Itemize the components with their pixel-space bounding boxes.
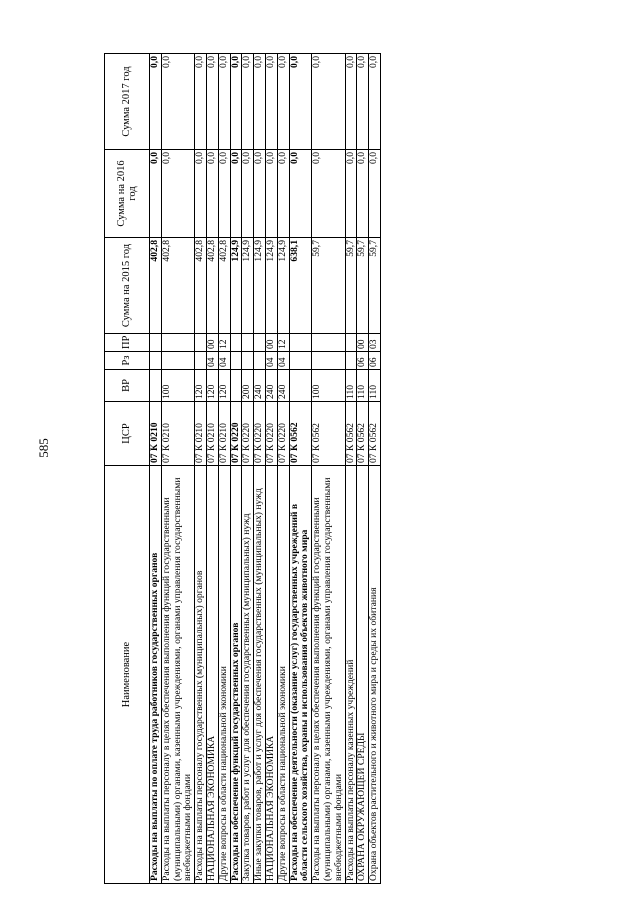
cell-sum-2016: 0,0 <box>357 150 369 238</box>
cell-rz <box>289 352 312 370</box>
table-row <box>277 54 289 884</box>
header-csr: ЦСР <box>105 402 150 466</box>
header-rz: Рз <box>105 352 150 370</box>
cell-name: Охрана объектов растительного и животного мира и среды их обитания <box>369 466 381 884</box>
table-row <box>265 54 277 884</box>
cell-name: Расходы на обеспечение функций государственных органов <box>230 466 242 884</box>
cell-pr <box>312 334 345 352</box>
cell-rz <box>242 352 254 370</box>
cell-pr <box>254 334 266 352</box>
cell-name: ОХРАНА ОКРУЖАЮЩЕЙ СРЕДЫ <box>357 466 369 884</box>
header-pr: ПР <box>105 334 150 352</box>
cell-sum-2015: 402,8 <box>195 238 207 334</box>
cell-rz <box>150 352 162 370</box>
cell-name: Расходы на выплаты по оплате труда работников государственных органов <box>150 466 162 884</box>
cell-rz: 04 <box>218 352 230 370</box>
cell-rz <box>312 352 345 370</box>
table-row <box>218 54 230 884</box>
cell-csr: 07 К 0210 <box>150 402 162 466</box>
cell-name: НАЦИОНАЛЬНАЯ ЭКОНОМИКА <box>265 466 277 884</box>
cell-sum-2016: 0,0 <box>242 150 254 238</box>
cell-rz <box>161 352 194 370</box>
cell-sum-2016: 0,0 <box>265 150 277 238</box>
table-header-row <box>105 54 150 884</box>
cell-sum-2016: 0,0 <box>150 150 162 238</box>
cell-sum-2016: 0,0 <box>195 150 207 238</box>
cell-sum-2015: 59,7 <box>345 238 357 334</box>
page-number: 585 <box>36 438 51 458</box>
cell-csr: 07 К 0210 <box>218 402 230 466</box>
cell-sum-2017: 0,0 <box>254 54 266 150</box>
cell-vr: 240 <box>277 370 289 402</box>
cell-sum-2017: 0,0 <box>150 54 162 150</box>
cell-sum-2016: 0,0 <box>230 150 242 238</box>
cell-vr: 200 <box>242 370 254 402</box>
cell-vr: 100 <box>312 370 345 402</box>
cell-rz <box>345 352 357 370</box>
cell-csr: 07 К 0562 <box>357 402 369 466</box>
cell-vr: 120 <box>195 370 207 402</box>
cell-sum-2015: 402,8 <box>218 238 230 334</box>
table-body <box>150 54 381 884</box>
cell-sum-2017: 0,0 <box>230 54 242 150</box>
cell-pr <box>242 334 254 352</box>
cell-sum-2017: 0,0 <box>218 54 230 150</box>
cell-vr: 110 <box>345 370 357 402</box>
cell-pr <box>345 334 357 352</box>
cell-csr: 07 К 0562 <box>312 402 345 466</box>
cell-name: Другие вопросы в области национальной экономики <box>277 466 289 884</box>
cell-rz <box>230 352 242 370</box>
table-row <box>230 54 242 884</box>
cell-sum-2015: 59,7 <box>357 238 369 334</box>
cell-pr: 00 <box>206 334 218 352</box>
table-row <box>254 54 266 884</box>
cell-vr: 110 <box>357 370 369 402</box>
table-row <box>369 54 381 884</box>
cell-sum-2015: 124,9 <box>277 238 289 334</box>
cell-sum-2016: 0,0 <box>218 150 230 238</box>
table-row <box>242 54 254 884</box>
cell-sum-2017: 0,0 <box>312 54 345 150</box>
cell-sum-2017: 0,0 <box>277 54 289 150</box>
table-row <box>206 54 218 884</box>
cell-sum-2017: 0,0 <box>369 54 381 150</box>
cell-sum-2017: 0,0 <box>206 54 218 150</box>
cell-csr: 07 К 0562 <box>345 402 357 466</box>
cell-sum-2016: 0,0 <box>277 150 289 238</box>
cell-vr: 240 <box>265 370 277 402</box>
table-row <box>161 54 194 884</box>
cell-vr: 120 <box>206 370 218 402</box>
cell-csr: 07 К 0220 <box>254 402 266 466</box>
cell-sum-2016: 0,0 <box>206 150 218 238</box>
cell-sum-2016: 0,0 <box>289 150 312 238</box>
cell-name: Расходы на выплаты персоналу в целях обеспечения выполнения функций государственными (муниципальными) органами, казенными учреждениями, органами управления государственными внебюджетными фондами <box>312 466 345 884</box>
cell-name: Иные закупки товаров, работ и услуг для обеспечения государственных (муниципальных) нужд <box>254 466 266 884</box>
cell-pr: 03 <box>369 334 381 352</box>
cell-sum-2016: 0,0 <box>161 150 194 238</box>
cell-sum-2015: 59,7 <box>369 238 381 334</box>
cell-sum-2015: 402,8 <box>150 238 162 334</box>
cell-pr: 12 <box>218 334 230 352</box>
cell-name: НАЦИОНАЛЬНАЯ ЭКОНОМИКА <box>206 466 218 884</box>
cell-rz <box>254 352 266 370</box>
cell-csr: 07 К 0562 <box>289 402 312 466</box>
cell-vr <box>150 370 162 402</box>
cell-pr: 00 <box>265 334 277 352</box>
cell-csr: 07 К 0562 <box>369 402 381 466</box>
cell-name: Расходы на обеспечение деятельности (оказание услуг) государственных учреждений в области сельского хозяйства, охраны и использования объектов животного мира <box>289 466 312 884</box>
cell-rz: 06 <box>369 352 381 370</box>
table-row <box>357 54 369 884</box>
cell-vr: 120 <box>218 370 230 402</box>
cell-name: Расходы на выплаты персоналу в целях обеспечения выполнения функций государственными (муниципальными) органами, казенными учреждениями, органами управления государственными внебюджетными фондами <box>161 466 194 884</box>
cell-sum-2015: 124,9 <box>265 238 277 334</box>
cell-sum-2016: 0,0 <box>345 150 357 238</box>
cell-vr <box>230 370 242 402</box>
cell-pr <box>161 334 194 352</box>
cell-name: Расходы на выплаты персоналу казенных учреждений <box>345 466 357 884</box>
cell-csr: 07 К 0220 <box>242 402 254 466</box>
cell-rz: 04 <box>277 352 289 370</box>
cell-pr <box>289 334 312 352</box>
cell-sum-2017: 0,0 <box>289 54 312 150</box>
header-sum-2015: Сумма на 2015 год <box>105 238 150 334</box>
cell-sum-2017: 0,0 <box>195 54 207 150</box>
cell-rz <box>195 352 207 370</box>
header-vr: ВР <box>105 370 150 402</box>
cell-sum-2016: 0,0 <box>312 150 345 238</box>
cell-sum-2016: 0,0 <box>369 150 381 238</box>
cell-pr <box>195 334 207 352</box>
cell-csr: 07 К 0210 <box>206 402 218 466</box>
cell-sum-2017: 0,0 <box>345 54 357 150</box>
cell-sum-2015: 638,1 <box>289 238 312 334</box>
cell-pr <box>230 334 242 352</box>
header-name: Наименование <box>105 466 150 884</box>
cell-pr: 00 <box>357 334 369 352</box>
cell-csr: 07 К 0220 <box>277 402 289 466</box>
budget-table <box>104 53 381 884</box>
cell-csr: 07 К 0210 <box>195 402 207 466</box>
cell-rz: 06 <box>357 352 369 370</box>
cell-name: Другие вопросы в области национальной экономики <box>218 466 230 884</box>
cell-sum-2015: 124,9 <box>230 238 242 334</box>
cell-vr: 240 <box>254 370 266 402</box>
cell-sum-2015: 402,8 <box>161 238 194 334</box>
cell-sum-2016: 0,0 <box>254 150 266 238</box>
cell-csr: 07 К 0220 <box>265 402 277 466</box>
cell-csr: 07 К 0210 <box>161 402 194 466</box>
cell-sum-2015: 124,9 <box>242 238 254 334</box>
cell-name: Расходы на выплаты персоналу государственных (муниципальных) органов <box>195 466 207 884</box>
cell-vr: 100 <box>161 370 194 402</box>
table-row <box>312 54 345 884</box>
budget-table-container <box>104 54 534 884</box>
table-row <box>195 54 207 884</box>
table-row <box>289 54 312 884</box>
cell-vr <box>289 370 312 402</box>
cell-rz: 04 <box>265 352 277 370</box>
cell-pr <box>150 334 162 352</box>
cell-sum-2017: 0,0 <box>265 54 277 150</box>
table-row <box>150 54 162 884</box>
cell-csr: 07 К 0220 <box>230 402 242 466</box>
cell-sum-2017: 0,0 <box>161 54 194 150</box>
header-sum-2017: Сумма 2017 год <box>105 54 150 150</box>
cell-name: Закупка товаров, работ и услуг для обеспечения государственных (муниципальных) нужд <box>242 466 254 884</box>
cell-sum-2017: 0,0 <box>357 54 369 150</box>
cell-vr: 110 <box>369 370 381 402</box>
cell-pr: 12 <box>277 334 289 352</box>
cell-sum-2015: 124,9 <box>254 238 266 334</box>
cell-sum-2015: 59,7 <box>312 238 345 334</box>
cell-rz: 04 <box>206 352 218 370</box>
header-sum-2016: Сумма на 2016 год <box>105 150 150 238</box>
cell-sum-2015: 402,8 <box>206 238 218 334</box>
cell-sum-2017: 0,0 <box>242 54 254 150</box>
